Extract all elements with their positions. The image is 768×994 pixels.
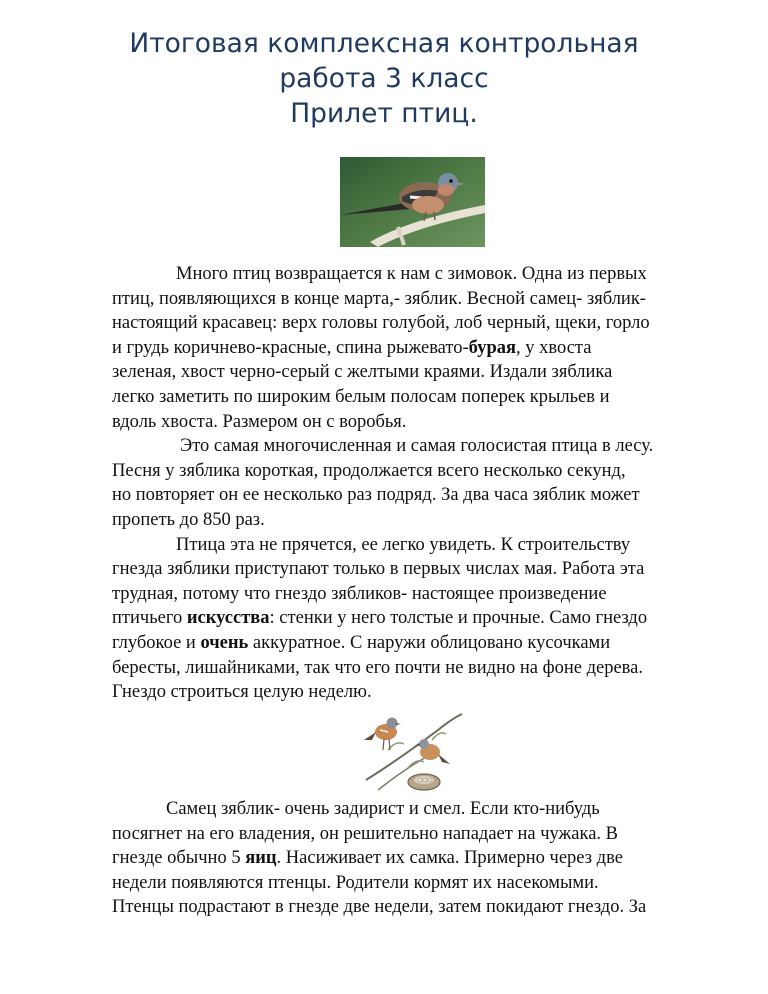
text-line — [112, 606, 712, 631]
paragraph-1 — [112, 262, 712, 705]
text-run: птичьего — [112, 608, 187, 629]
text-line — [112, 336, 712, 361]
title-line-2: работа 3 класс — [279, 63, 489, 94]
text-run: и грудь коричнево-красные, спина рыжевато- — [112, 337, 469, 358]
text-line: птиц, появляющихся в конце марта,- зяблик. Весной самец- зяблик- — [112, 288, 646, 309]
text-line: Песня у зяблика короткая, продолжается всего несколько секунд, — [112, 460, 626, 481]
text-run: гнезде обычно 5 — [112, 848, 246, 869]
text-line — [112, 631, 712, 656]
text-line: Самец зяблик- очень задирист и смел. Если кто-нибудь — [166, 799, 600, 819]
text-line: настоящий красавец: верх головы голубой, лоб черный, щеки, горло — [112, 313, 650, 334]
text-run: аккуратное. С наружи облицовано кусочками — [248, 632, 611, 653]
text-run: : стенки у него толстые и прочные. Само гнездо — [269, 608, 648, 629]
bold-word: бурая — [468, 337, 517, 358]
text-line: Птенцы подрастают в гнезде две недели, затем покидают гнездо. За — [112, 897, 647, 918]
chaffinch-nest-sketch-icon — [358, 710, 466, 796]
text-line: гнезда зяблики приступают только в первых числах мая. Работа эта — [112, 559, 645, 580]
text-line: Много птиц возвращается к нам с зимовок. Одна из первых — [176, 264, 647, 284]
text-line: посягнет на его владения, он решительно нападает на чужака. В — [112, 823, 619, 844]
text-line — [112, 846, 712, 871]
text-line: Гнездо строиться целую неделю. — [112, 682, 372, 703]
text-line: Птица эта не прячется, ее легко увидеть. К строительству — [176, 534, 631, 555]
bold-word: искусства — [186, 608, 270, 629]
text-line: зеленая, хвост черно-серый с желтыми краями. Издали зяблика — [112, 362, 613, 383]
bold-word: яиц — [245, 848, 277, 869]
text-line: но повторяет он ее несколько раз подряд. За два часа зяблик может — [112, 485, 640, 506]
text-line: недели появляются птенцы. Родители кормят их насекомыми. — [112, 872, 599, 893]
page-title — [0, 26, 768, 131]
text-line: легко заметить по широким белым полосам поперек крыльев и — [112, 386, 610, 407]
title-line-1: Итоговая комплексная контрольная — [129, 28, 639, 59]
title-line-3: Прилет птиц. — [290, 98, 478, 129]
bold-word: очень — [200, 632, 249, 653]
text-run: , у хвоста — [516, 337, 592, 358]
text-line: трудная, потому что гнездо зябликов- настоящее произведение — [112, 583, 607, 604]
text-line: Это самая многочисленная и самая голосистая птица в лесу. — [180, 436, 654, 457]
text-line: вдоль хвоста. Размером он с воробья. — [112, 411, 407, 432]
chaffinch-bird-photo-icon — [340, 157, 485, 247]
text-line: пропеть до 850 раз. — [112, 509, 265, 530]
paragraph-4 — [112, 797, 712, 920]
text-run: . Насиживает их самка. Примерно через две — [276, 848, 623, 869]
text-line: бересты, лишайниками, так что его почти не видно на фоне дерева. — [112, 657, 643, 678]
text-run: глубокое и — [112, 632, 201, 653]
